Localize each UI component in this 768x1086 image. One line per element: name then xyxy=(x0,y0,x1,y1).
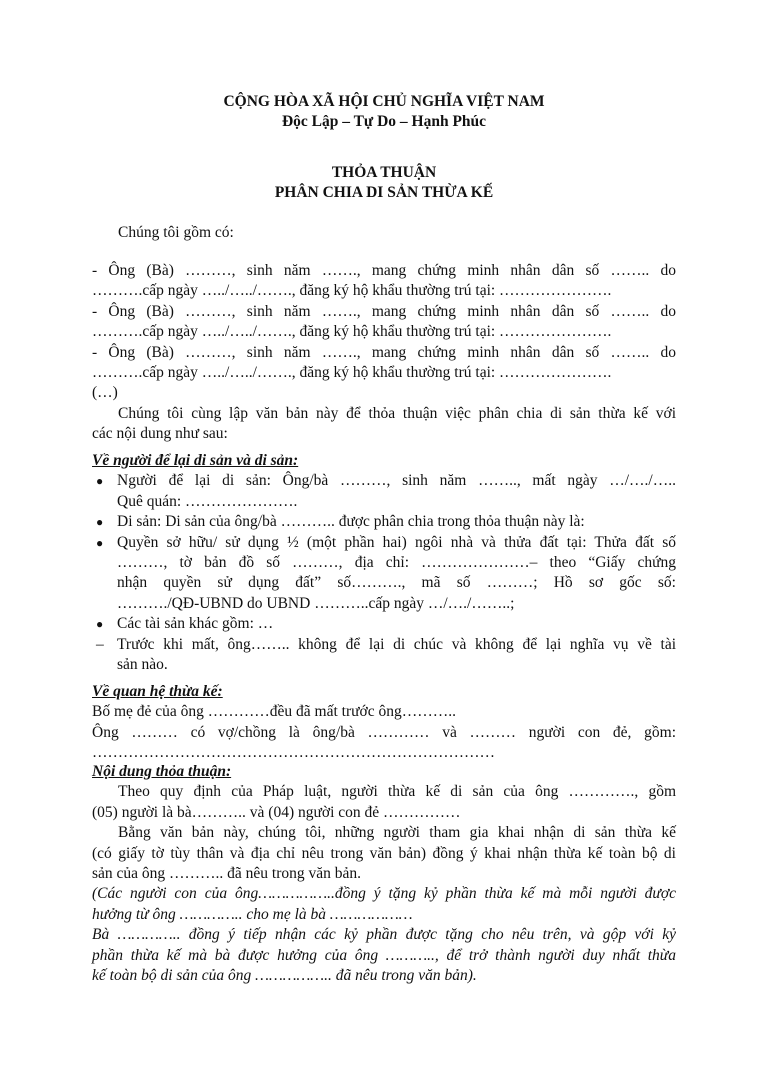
section-decedent-estate xyxy=(92,451,676,675)
paragraph-line: Bố mẹ đẻ của ông …………đều đã mất trước ông……….. xyxy=(92,703,456,721)
title-line-1: THỎA THUẬN xyxy=(331,164,437,181)
party-line: ……….cấp ngày …../…../……., đăng ký hộ khẩu thường trú tại: …………………. xyxy=(92,323,612,341)
agreement-intro-line: Chúng tôi cùng lập văn bản này để thỏa thuận việc phân chia di sản thừa kế với xyxy=(118,404,676,422)
country-name: CỘNG HÒA XÃ HỘI CHỦ NGHĨA VIỆT NAM xyxy=(223,93,545,110)
italic-line: (Các người con của ông……………..đồng ý tặng kỷ phần thừa kế mà mỗi người được xyxy=(92,885,676,903)
paragraph-line: Ông ……… có vợ/chồng là ông/bà ………… và ……… người con đẻ, gồm: xyxy=(92,723,676,741)
italic-line: Bà ………….. đồng ý tiếp nhận các kỷ phần được tặng cho nêu trên, và gộp với kỷ xyxy=(92,926,676,944)
list-item: ● Di sản: Di sản của ông/bà ……….. được phân chia trong thỏa thuận này là: xyxy=(92,512,676,532)
national-header xyxy=(92,92,676,133)
section-heading: Về người để lại di sản và di sản: xyxy=(92,452,299,469)
paragraph-line: Bằng văn bản này, chúng tôi, những người tham gia khai nhận di sản thừa kế xyxy=(118,824,676,842)
national-motto: Độc Lập – Tự Do – Hạnh Phúc xyxy=(281,113,487,131)
dash-marker: – xyxy=(96,635,104,653)
list-item: ● Người để lại di sản: Ông/bà ………, sinh năm …….., mất ngày …/…./….. Quê quán: …………………. xyxy=(96,472,676,510)
section-heading: Về quan hệ thừa kế: xyxy=(92,683,223,700)
title-line-2: PHÂN CHIA DI SẢN THỪA KẾ xyxy=(274,184,494,202)
document-title xyxy=(92,163,676,204)
section-inheritance-relations xyxy=(92,682,676,764)
party-line: - Ông (Bà) ………, sinh năm ……., mang chứng minh nhân dân số …….. do xyxy=(92,343,676,361)
bullet-icon: ● xyxy=(96,515,104,530)
ellipsis: (…) xyxy=(92,384,118,402)
parties-list xyxy=(92,261,676,445)
intro xyxy=(92,223,676,243)
paragraph-line: …………………………………………………………………… xyxy=(92,744,495,762)
section-heading: Nội dung thỏa thuận: xyxy=(92,763,232,780)
italic-line: kế toàn bộ di sản của ông …………….. đã nêu trong văn bản). xyxy=(92,967,477,985)
party-line: - Ông (Bà) ………, sinh năm ……., mang chứng minh nhân dân số …….. do xyxy=(92,262,676,279)
paragraph-line: (có giấy tờ tùy thân và địa chỉ nêu trong văn bản) đồng ý khai nhận thừa kế toàn bộ di xyxy=(92,844,676,862)
party-line: ……….cấp ngày …../…../……., đăng ký hộ khẩu thường trú tại: …………………. xyxy=(92,364,612,382)
section-agreement-content xyxy=(92,762,676,986)
italic-line: hưởng từ ông ………….. cho mẹ là bà ……………… xyxy=(92,905,413,923)
list-item: ● Quyền sở hữu/ sử dụng ½ (một phần hai) ngôi nhà và thửa đất tại: Thửa đất số ………, tờ bản đồ số ………, địa chỉ: …………………– theo “Giấy chứng nhận quyền sử dụng đất” số………., mã số ………; Hồ sơ gốc số: ………./QĐ-UBND do UBND ………..cấp ngày …/…./……..; xyxy=(96,533,676,612)
paragraph-line: Theo quy định của Pháp luật, người thừa kế di sản của ông …………., gồm xyxy=(118,783,676,801)
italic-line: phần thừa kế mà bà được hưởng của ông ……….., để trở thành người duy nhất thừa xyxy=(92,946,676,964)
agreement-intro-line: các nội dung như sau: xyxy=(92,425,228,443)
paragraph-line: sản của ông ……….. đã nêu trong văn bản. xyxy=(92,865,362,883)
intro-text: Chúng tôi gồm có: xyxy=(118,224,234,241)
bullet-icon: ● xyxy=(96,617,104,632)
list-item: ● Các tài sản khác gồm: … xyxy=(92,614,676,634)
party-line: ……….cấp ngày …../…../……., đăng ký hộ khẩu thường trú tại: …………………. xyxy=(92,282,612,300)
party-line: - Ông (Bà) ………, sinh năm ……., mang chứng minh nhân dân số …….. do xyxy=(92,302,676,320)
bullet-icon: ● xyxy=(96,474,104,489)
bullet-icon: ● xyxy=(96,535,104,550)
paragraph-line: (05) người là bà……….. và (04) người con đẻ …………… xyxy=(92,803,461,821)
list-item: – Trước khi mất, ông…….. không để lại di chúc và không để lại nghĩa vụ về tài sản nào. xyxy=(96,635,676,674)
